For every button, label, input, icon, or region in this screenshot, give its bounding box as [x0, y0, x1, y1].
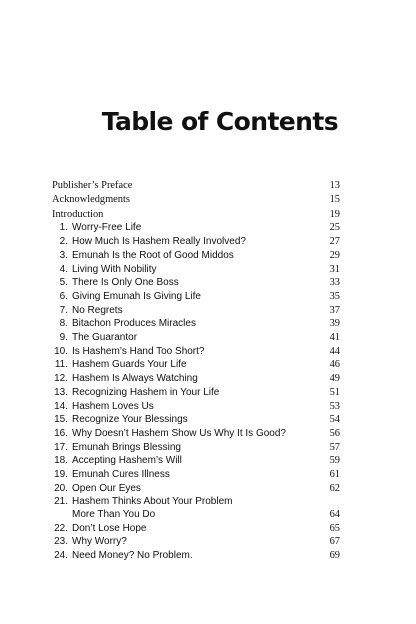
entry-page-number: 62 [329, 482, 340, 494]
entry-page-number: 46 [329, 359, 340, 371]
entry-page-number: 25 [329, 222, 340, 234]
entry-page-number: 37 [329, 304, 340, 316]
entry-page-number: 49 [329, 373, 340, 385]
entry-page-number: 53 [329, 400, 340, 412]
toc-entry-chapter-11 [52, 359, 340, 371]
chapter-number: 1. [59, 222, 68, 234]
toc-entry-chapter-13 [52, 387, 340, 399]
entry-page-number: 61 [329, 469, 340, 481]
toc-entry-chapter-7 [52, 305, 340, 317]
table-of-contents [52, 180, 340, 564]
toc-entry-chapter-12 [52, 373, 340, 385]
chapter-title: Need Money? No Problem. [72, 549, 193, 561]
toc-entry-chapter-20 [52, 483, 340, 495]
chapter-number: 3. [59, 249, 68, 261]
entry-page-number: 54 [329, 414, 340, 426]
chapter-title: Open Our Eyes [72, 482, 141, 494]
toc-entry-acknowledgments [52, 194, 340, 206]
toc-entry-chapter-19 [52, 469, 340, 481]
chapter-number: 23. [54, 536, 68, 548]
toc-entry-chapter-17 [52, 442, 340, 454]
toc-entry-chapter-5 [52, 277, 340, 289]
chapter-title: Emunah Is the Root of Good Middos [72, 249, 234, 261]
entry-page-number: 64 [329, 508, 340, 520]
entry-page-number: 59 [329, 455, 340, 467]
entry-page-number: 51 [329, 386, 340, 398]
chapter-title: Hashem Guards Your Life [72, 359, 187, 371]
chapter-title: Recognize Your Blessings [72, 414, 188, 426]
toc-entry-chapter-15 [52, 414, 340, 426]
chapter-title: Hashem Loves Us [72, 400, 154, 412]
chapter-title: No Regrets [72, 304, 123, 316]
chapter-number: 21. [54, 496, 68, 508]
entry-page-number: 41 [329, 332, 340, 344]
toc-entry-chapter-21 [52, 496, 340, 521]
toc-entry-chapter-24 [52, 550, 340, 562]
entry-page-number: 69 [329, 549, 340, 561]
chapter-title: Emunah Brings Blessing [72, 441, 181, 453]
chapter-number: 2. [59, 236, 68, 248]
chapter-title: Recognizing Hashem in Your Life [72, 386, 220, 398]
toc-entry-chapter-16 [52, 428, 340, 440]
toc-entry-chapter-14 [52, 401, 340, 413]
chapter-number: 5. [59, 277, 68, 289]
chapter-number: 14. [54, 400, 68, 412]
chapter-title: How Much Is Hashem Really Involved? [72, 236, 246, 248]
entry-page-number: 19 [329, 208, 340, 220]
entry-label: Introduction [52, 208, 104, 220]
entry-page-number: 44 [329, 345, 340, 357]
chapter-title: Accepting Hashem’s Will [72, 455, 182, 467]
chapter-number: 17. [54, 441, 68, 453]
chapter-title: Worry-Free Life [72, 222, 142, 234]
chapter-title: Why Doesn’t Hashem Show Us Why It Is Good? [72, 427, 286, 439]
chapter-number: 15. [54, 414, 68, 426]
chapter-title: Bitachon Produces Miracles [72, 318, 196, 330]
chapter-number: 20. [54, 482, 68, 494]
chapter-number: 11. [54, 359, 68, 371]
toc-entry-chapter-23 [52, 536, 340, 548]
chapter-number: 16. [54, 427, 68, 439]
chapter-number: 19. [54, 469, 68, 481]
chapter-number: 4. [59, 263, 68, 275]
chapter-number: 24. [54, 549, 68, 561]
chapter-title: Hashem Thinks About Your Problem [72, 496, 233, 508]
toc-entry-chapter-22 [52, 523, 340, 535]
entry-label: Publisher’s Preface [52, 180, 133, 191]
toc-entry-chapter-9 [52, 332, 340, 344]
entry-page-number: 57 [329, 441, 340, 453]
toc-entry-chapter-18 [52, 455, 340, 467]
chapter-title: Living With Nobility [72, 263, 157, 275]
chapter-number: 13. [54, 386, 68, 398]
toc-entry-introduction [52, 209, 340, 221]
entry-page-number: 67 [329, 536, 340, 548]
entry-label: Acknowledgments [52, 193, 130, 205]
toc-entry-chapter-10 [52, 346, 340, 358]
chapter-number: 9. [59, 332, 68, 344]
page-title: Table of Contents [101, 107, 338, 136]
chapter-number: 8. [59, 318, 68, 330]
toc-entry-chapter-8 [52, 318, 340, 330]
chapter-number: 7. [59, 304, 68, 316]
chapter-title: Emunah Cures Illness [72, 469, 170, 481]
chapter-number: 10. [54, 345, 68, 357]
toc-entry-chapter-1 [52, 222, 340, 234]
chapter-number: 18. [54, 455, 68, 467]
chapter-number: 12. [54, 373, 68, 385]
toc-entry-publishers-preface [52, 180, 340, 192]
toc-entry-chapter-6 [52, 291, 340, 303]
chapter-number: 6. [59, 290, 68, 302]
entry-page-number: 56 [329, 427, 340, 439]
entry-page-number: 13 [329, 180, 340, 191]
chapter-title-continuation: More Than You Do [72, 508, 156, 520]
toc-entry-chapter-2 [52, 236, 340, 248]
entry-page-number: 15 [329, 193, 340, 205]
entry-page-number: 39 [329, 318, 340, 330]
entry-page-number: 27 [329, 236, 340, 248]
chapter-title: Giving Emunah Is Giving Life [72, 290, 201, 302]
chapter-title: The Guarantor [72, 332, 138, 344]
entry-page-number: 31 [329, 263, 340, 275]
entry-page-number: 29 [329, 249, 340, 261]
entry-page-number: 33 [329, 277, 340, 289]
chapter-title: Is Hashem’s Hand Too Short? [72, 345, 205, 357]
chapter-title: Why Worry? [72, 536, 127, 548]
toc-entry-chapter-4 [52, 264, 340, 276]
toc-entry-chapter-3 [52, 250, 340, 262]
chapter-title: Don’t Lose Hope [72, 522, 147, 534]
chapter-title: Hashem Is Always Watching [72, 373, 198, 385]
chapter-number: 22. [54, 522, 68, 534]
entry-page-number: 65 [329, 522, 340, 534]
chapter-title: There Is Only One Boss [72, 277, 179, 289]
entry-page-number: 35 [329, 290, 340, 302]
